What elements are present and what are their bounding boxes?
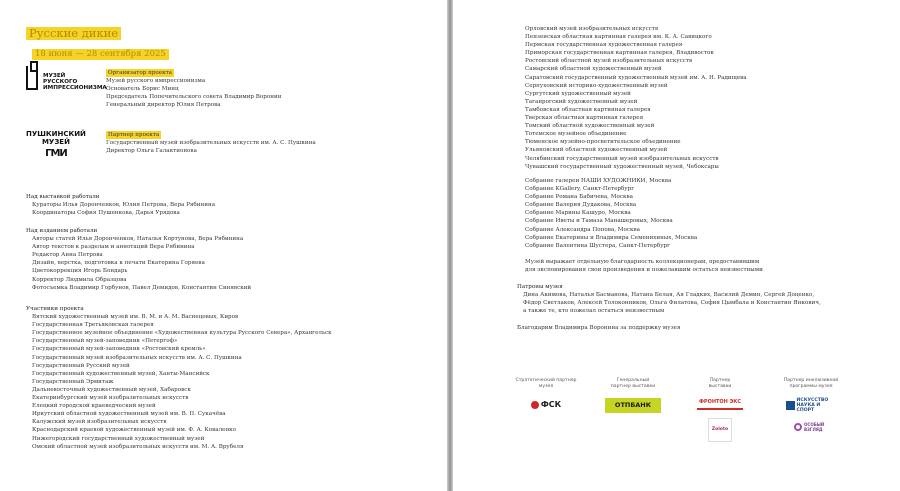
- zoloto-logo: [708, 418, 732, 442]
- sponsor-general: [598, 378, 668, 413]
- list-item: Государственный музей изобразительных искусств им. А. С. Пушкина: [32, 354, 242, 361]
- partner-label: Партнер проекта: [108, 132, 160, 138]
- list-item: Тюменское музейно-просветительское объединение: [525, 139, 681, 146]
- credit-line: Фотосъемка Владимир Горбунов, Павел Демидов, Константин Синявский: [32, 284, 252, 291]
- list-item: Ульяновский областной художественный музей: [525, 147, 668, 154]
- patrons-line: Фёдор Светлаков, Алексей Толоконников, Ольга Филатова, София Цымбала и Константин Янкович,: [523, 300, 821, 307]
- collectors-thanks: [525, 258, 763, 274]
- list-item: Государственный Русский музей: [32, 362, 130, 369]
- museum-logo-icon: [26, 66, 38, 90]
- list-item: Дальневосточный художественный музей, Хабаровск: [32, 386, 191, 393]
- patrons-block: [517, 283, 821, 315]
- list-item: Тотемское музейное объединение: [525, 131, 627, 138]
- partner-line: Государственный музей изобразительных искусств им. А. С. Пушкина: [106, 140, 316, 147]
- thanks-line: для экспонирования свои произведения и пожелавшим остаться неизвестными: [525, 267, 763, 274]
- patrons-line: а также те, кто пожелал остаться неизвестным: [523, 308, 665, 315]
- sponsor-caption: Партнер: [709, 378, 731, 383]
- list-item: Сургутский художественный музей: [525, 90, 631, 97]
- list-item: Собрание Марины Кашуро, Москва: [525, 210, 631, 217]
- right-page: [453, 0, 900, 491]
- otpbank-logo: [605, 398, 661, 413]
- partner-line: Директор Ольга Галактионова: [106, 148, 197, 155]
- list-item: Краснодарский краевой художественный музей им. Ф. А. Коваленко: [32, 427, 237, 434]
- list-item: Омский областной музей изобразительных искусств им. М. А. Врубеля: [32, 443, 244, 450]
- list-item: Елецкий городской краеведческий музей: [32, 403, 156, 410]
- list-item: Тверская областная картинная галерея: [525, 115, 644, 122]
- sponsor-logo-text: Zoloto: [711, 427, 729, 433]
- sponsor-logo-text: ФСК: [540, 400, 562, 410]
- exhibition-dates: 18 июня — 28 сентября 2025: [32, 49, 169, 60]
- pushkin-logo-icon: ГМИ: [45, 148, 67, 159]
- list-item: Челябинский государственный музей изобразительных искусств: [525, 155, 719, 162]
- left-page: [0, 0, 447, 491]
- list-item: Государственный музей-заповедник «Ростовский кремль»: [32, 346, 206, 353]
- section-heading: Патроны музея: [517, 284, 563, 290]
- logo-line: ИМПРЕССИОНИЗМА: [43, 85, 107, 91]
- sponsor-logo-text: ИСКУССТВО НАУКА И СПОРТ: [796, 397, 829, 413]
- list-item: Иркутский областной художественный музей им. В. П. Сукачёва: [32, 411, 226, 418]
- sponsor-caption: Партнер инклюзивной: [783, 378, 839, 383]
- art-science-sport-logo: [781, 398, 841, 412]
- partner-block: [106, 131, 316, 155]
- sponsor-inclusive: [771, 378, 851, 434]
- list-item: Государственное музейное объединение «Художественная культура Русского Севера», Архангельск: [32, 330, 332, 337]
- list-item: Нижегородский государственный художественный музей: [32, 435, 205, 442]
- list-item: Екатеринбургский музей изобразительных искусств: [32, 395, 189, 402]
- sponsor-caption: Генеральный: [616, 378, 650, 383]
- final-thanks: Благодарим Владимира Воронина за поддержку музея: [517, 325, 681, 331]
- list-item: Собрание Валерия Дудакова, Москва: [525, 202, 637, 209]
- list-item: Государственный Эрмитаж: [32, 378, 114, 385]
- patrons-line: Дина Акимова, Наталья Басманова, Натана Белая, Ая Гладких, Василий Демин, Сергей Доценко,: [523, 292, 815, 299]
- exhibition-team: [26, 193, 215, 217]
- flower-logo-icon: [794, 423, 802, 431]
- list-item: Собрание KGallery, Санкт-Петербург: [525, 186, 635, 193]
- credit-line: Авторы статей Илья Доронченков, Наталья Кортунова, Вера Рябинина: [32, 236, 244, 243]
- thanks-line: Музей выражает отдельную благодарность коллекционерам, предоставившим: [525, 259, 760, 265]
- credit-line: Редактор Анна Петрова: [32, 252, 103, 259]
- section-heading: Над изданием работали: [26, 228, 98, 234]
- list-item: Пензенская областная картинная галерея им. К. А. Савицкого: [525, 34, 712, 41]
- museums-list: [525, 25, 747, 171]
- list-item: Саратовский государственный художественный музей им. А. Н. Радищева: [525, 74, 747, 81]
- list-item: Вятский художественный музей им. В. М. и А. М. Васнецовых, Киров: [32, 314, 239, 321]
- osobyi-vzglyad-logo: [791, 420, 831, 434]
- list-item: Орловский музей изобразительных искусств: [525, 26, 659, 32]
- sponsor-strategic: [511, 378, 581, 412]
- participants-list: [26, 305, 332, 451]
- fsk-logo: [526, 398, 566, 412]
- organizer-line: Музей русского импрессионизма: [106, 78, 206, 85]
- sponsor-caption: выставки: [708, 383, 732, 389]
- list-item: Государственная Третьяковская галерея: [32, 322, 154, 329]
- list-item: Государственный музей-заповедник «Петергоф»: [32, 338, 178, 345]
- list-item: Собрание Екатерины и Владимира Семенихиных, Москва: [525, 234, 698, 241]
- sponsor-logo-text: ФРОНТОН ЭКС: [698, 399, 742, 406]
- publication-team: [26, 227, 251, 292]
- list-item: Собрание Иветы и Тамаза Манашеровых, Москва: [525, 218, 673, 225]
- list-item: Собрание галереи НАШИ ХУДОЖНИКИ, Москва: [525, 178, 672, 184]
- asf-logo-icon: [786, 401, 795, 410]
- list-item: Тамбовская областная картинная галерея: [525, 106, 651, 113]
- sponsor-logo-text: ОТПБАНК: [614, 400, 652, 409]
- pushkin-museum-logo: [26, 130, 86, 160]
- credit-line: Координаторы София Пушенкова, Дарья Урядова: [32, 210, 180, 217]
- sponsor-caption: музея: [538, 383, 554, 389]
- credit-line: Цветокоррекция Игорь Бондарь: [32, 268, 128, 275]
- organizer-label: Организатор проекта: [108, 70, 173, 76]
- organizer-block: [106, 69, 281, 109]
- list-item: Чувашский государственный художественный музей, Чебоксары: [525, 163, 719, 170]
- logo-line: МУЗЕЙ: [41, 138, 70, 146]
- sponsor-caption: партнер выставки: [610, 383, 656, 389]
- credit-line: Корректор Людмила Образцова: [32, 276, 127, 283]
- exhibition-title: Русские дикие: [26, 27, 121, 40]
- collections-list: [525, 177, 697, 250]
- organizer-line: Генеральный директор Юлия Петрова: [106, 102, 221, 109]
- section-heading: Над выставкой работали: [26, 194, 100, 200]
- list-item: Собрание Валентина Шустера, Санкт-Петербург: [525, 242, 671, 249]
- section-heading: Участники проекта: [26, 306, 84, 312]
- list-item: Томский областной художественный музей: [525, 123, 655, 130]
- sponsor-caption: программы музея: [789, 383, 833, 389]
- fsk-logo-icon: [531, 401, 539, 409]
- list-item: Калужский музей изобразительных искусств: [32, 419, 167, 426]
- logo-line: МУЗЕЙ: [43, 73, 66, 79]
- fronton-logo: [697, 398, 743, 410]
- logo-line: РУССКОГО: [43, 79, 78, 85]
- list-item: Государственный художественный музей, Ханты-Мансийск: [32, 370, 210, 377]
- list-item: Самарский областной художественный музей: [525, 66, 662, 73]
- sponsor-exhibition: [685, 378, 755, 442]
- logo-line: ПУШКИНСКИЙ: [26, 130, 86, 138]
- credit-line: Дизайн, верстка, подготовка к печати Екатерина Горяева: [32, 260, 205, 267]
- sponsor-caption: Стратегический партнер: [515, 378, 577, 383]
- sponsor-logo-text: ОСОБЫЙ ВЗГЛЯД: [804, 421, 825, 432]
- organizer-line: Основатель Борис Минц: [106, 86, 179, 93]
- list-item: Собрание Александра Попова, Москва: [525, 226, 640, 233]
- title-block: [26, 22, 169, 60]
- list-item: Ростовский областной музей изобразительных искусств: [525, 58, 693, 65]
- list-item: Собрание Романа Бабичева, Москва: [525, 194, 633, 201]
- credit-line: Автор текстов к разделам и аннотаций Вера Рябинина: [32, 244, 195, 251]
- organizer-line: Председатель Попечительского совета Владимир Воронин: [106, 94, 282, 101]
- list-item: Приморская государственная картинная галерея, Владивосток: [525, 50, 714, 57]
- list-item: Таганрогский художественный музей: [525, 98, 638, 105]
- list-item: Серпуховский историко-художественный музей: [525, 82, 668, 89]
- list-item: Пермская государственная художественная галерея: [525, 42, 683, 49]
- credit-line: Кураторы Илья Доронченков, Юлия Петрова, Вера Рябинина: [32, 202, 216, 209]
